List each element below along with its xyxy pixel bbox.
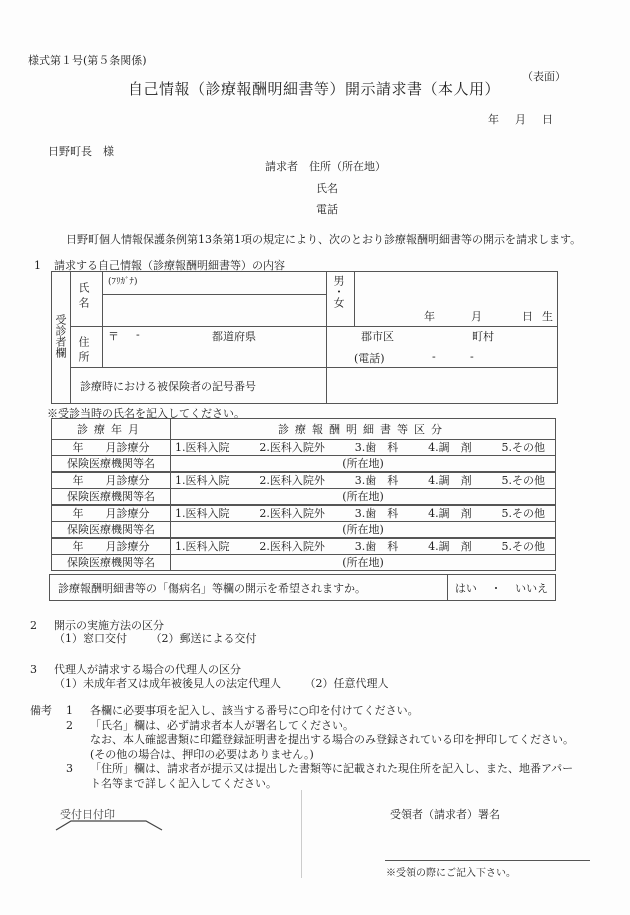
remark-line: 「氏名」欄は、必ず請求者本人が署名してください。 xyxy=(90,718,354,732)
location-field[interactable]: (所在地) xyxy=(171,522,556,539)
furigana-label: (ﾌﾘｶﾞﾅ) xyxy=(108,277,138,287)
divider xyxy=(102,272,103,367)
address-label: 住所 xyxy=(77,336,90,366)
furigana-field[interactable] xyxy=(162,274,322,292)
answer-separator: ・ xyxy=(490,581,502,595)
period-field[interactable]: 年 月診療分 xyxy=(52,440,171,456)
town-label: 町村 xyxy=(472,330,494,343)
category-option[interactable]: 3.歯 科 xyxy=(354,474,399,487)
date-fields[interactable] xyxy=(488,111,569,127)
table-row xyxy=(52,522,556,539)
category-option[interactable]: 4.調 剤 xyxy=(428,540,472,553)
divider xyxy=(354,272,355,326)
patient-side-label: 受診者欄 xyxy=(54,314,67,358)
patient-note: ※受診当時の氏名を記入してください。 xyxy=(47,407,245,420)
date-month: 月 xyxy=(515,113,526,126)
remark-line: (その他の場合は、押印の必要はありません。) xyxy=(90,747,314,761)
divider xyxy=(102,294,326,295)
question-text: 診療報酬明細書等の「傷病名」等欄の開示を希望されますか。 xyxy=(50,575,448,600)
name-label: 氏名 xyxy=(77,282,90,312)
location-field[interactable]: (所在地) xyxy=(171,555,556,571)
category-option[interactable]: 2.医科入院外 xyxy=(259,507,325,520)
birth-year[interactable]: 年 xyxy=(424,310,435,323)
category-option[interactable]: 2.医科入院外 xyxy=(259,441,325,454)
category-option[interactable]: 2.医科入院外 xyxy=(259,540,325,553)
remark-line: ト名等まで詳しく記入してください。 xyxy=(90,776,277,790)
answer-yes[interactable]: はい xyxy=(454,581,477,595)
header-period: 診療年月 xyxy=(52,419,171,440)
birth-month[interactable]: 月 xyxy=(471,310,482,323)
phone-dash-1: - xyxy=(432,350,436,363)
city-label: 郡市区 xyxy=(361,330,394,343)
side-label: （表面） xyxy=(522,70,566,83)
category-option[interactable]: 5.その他 xyxy=(501,441,545,454)
table-row xyxy=(52,489,556,506)
postal-mark: 〒 xyxy=(108,330,119,343)
name-field[interactable] xyxy=(104,296,324,324)
divider xyxy=(70,326,557,327)
requester-phone-label: 電話 xyxy=(316,203,338,216)
phone-dash-2: - xyxy=(470,350,474,363)
table-row xyxy=(52,555,556,571)
institution-label: 保険医療機関等名 xyxy=(52,522,171,539)
section2-heading: 2 開示の実施方法の区分 xyxy=(30,619,164,632)
remarks-label: 備考 xyxy=(30,704,52,717)
category-option[interactable]: 1.医科入院 xyxy=(175,474,230,487)
category-option[interactable]: 4.調 剤 xyxy=(428,507,472,520)
table-header xyxy=(52,419,556,440)
stamp-label: 受付日付印 xyxy=(60,808,115,821)
date-day: 日 xyxy=(542,113,553,126)
agent-option-legal[interactable]: （1）未成年者又は成年被後見人の法定代理人 xyxy=(54,677,281,690)
requester-address-label: 請求者 住所（所在地） xyxy=(265,160,386,173)
insured-number-label: 診療時における被保険者の記号番号 xyxy=(80,380,256,393)
footer-divider xyxy=(301,790,302,878)
institution-label: 保険医療機関等名 xyxy=(52,489,171,506)
intro-text: 日野町個人情報保護条例第13条第1項の規定により、次のとおり診療報酬明細書等の開示を請求します。 xyxy=(66,233,582,246)
category-option[interactable]: 4.調 剤 xyxy=(428,474,472,487)
period-field[interactable]: 年 月診療分 xyxy=(52,538,171,555)
answer-no[interactable]: いいえ xyxy=(515,581,549,595)
remark-line: 各欄に必要事項を記入し、該当する番号に○印を付けてください。 xyxy=(90,704,419,717)
category-option[interactable]: 3.歯 科 xyxy=(354,540,399,553)
divider xyxy=(326,272,327,403)
stamp-frame-icon xyxy=(54,818,166,832)
category-option[interactable]: 5.その他 xyxy=(501,507,545,520)
table-row xyxy=(52,440,556,456)
sex-select[interactable]: 男・女 xyxy=(332,275,345,308)
section1-heading: 1 請求する自己情報（診療報酬明細書等）の内容 xyxy=(34,259,285,272)
insured-number-field[interactable] xyxy=(328,369,556,402)
requester-name-label: 氏名 xyxy=(316,182,338,195)
delivery-option-mail[interactable]: （2）郵送による交付 xyxy=(150,632,257,645)
section3-heading: 3 代理人が請求する場合の代理人の区分 xyxy=(30,663,241,676)
category-option[interactable]: 4.調 剤 xyxy=(428,441,472,454)
delivery-option-counter[interactable]: （1）窓口交付 xyxy=(54,632,127,645)
period-field[interactable]: 年 月診療分 xyxy=(52,505,171,522)
page-title: 自己情報（診療報酬明細書等）開示請求書（本人用） xyxy=(128,80,501,98)
form-number: 様式第１号(第５条関係) xyxy=(28,54,147,67)
category-option[interactable]: 1.医科入院 xyxy=(175,540,230,553)
remark-line: なお、本人確認書類に印鑑登録証明書を提出する場合のみ登録されている印を押印してください。 xyxy=(90,733,574,746)
date-year: 年 xyxy=(488,113,499,126)
remarks: 備考 1 各欄に必要事項を記入し、該当する番号に○印を付けてください。 2 「氏名」欄は、必ず請求者本人が署名してください。 なお、本人確認書類に印鑑登録証明書を提出する場合のみ登録されている印を押印してください。 (その他の場合は、押印の必要はありません。) 3 「住所」欄は、請求者が提示又は提出した書類等に記載された現住所を記入し、また、地番アパー ト名等まで詳しく記入してください。 xyxy=(30,704,574,790)
category-option[interactable]: 2.医科入院外 xyxy=(259,474,325,487)
table-row xyxy=(52,456,556,473)
signature-line xyxy=(385,860,590,861)
signature-field[interactable] xyxy=(385,828,590,858)
table-row xyxy=(52,505,556,522)
detail-table xyxy=(51,418,556,571)
signature-note: ※受領の際にご記入下さい。 xyxy=(386,868,516,879)
phone-label: (電話) xyxy=(354,352,385,365)
section2-options xyxy=(54,630,277,646)
disease-name-question xyxy=(49,574,556,601)
header-category: 診療報酬明細書等区分 xyxy=(171,419,556,440)
birth-suffix: 生 xyxy=(542,310,553,323)
table-row xyxy=(52,538,556,555)
table-row xyxy=(52,472,556,489)
divider xyxy=(70,272,71,403)
answer-options xyxy=(448,580,555,596)
section3-options xyxy=(54,675,409,691)
prefecture-label: 都道府県 xyxy=(212,330,256,343)
location-field[interactable]: (所在地) xyxy=(171,456,556,473)
birth-day[interactable]: 日 xyxy=(522,310,533,323)
remark-line: 「住所」欄は、請求者が提示又は提出した書類等に記載された現住所を記入し、また、地番アパー xyxy=(90,762,574,775)
institution-label: 保険医療機関等名 xyxy=(52,456,171,473)
category-option[interactable]: 3.歯 科 xyxy=(354,441,399,454)
addressee: 日野町長 様 xyxy=(48,145,114,158)
location-field[interactable]: (所在地) xyxy=(171,489,556,506)
category-option[interactable]: 5.その他 xyxy=(501,540,545,553)
category-option[interactable]: 1.医科入院 xyxy=(175,441,230,454)
institution-label: 保険医療機関等名 xyxy=(52,555,171,571)
patient-box xyxy=(51,271,558,404)
category-option[interactable]: 3.歯 科 xyxy=(354,507,399,520)
category-option[interactable]: 5.その他 xyxy=(501,474,545,487)
divider xyxy=(70,367,557,368)
agent-option-voluntary[interactable]: （2）任意代理人 xyxy=(304,677,389,690)
category-option[interactable]: 1.医科入院 xyxy=(175,507,230,520)
signature-label: 受領者（請求者）署名 xyxy=(390,808,500,821)
period-field[interactable]: 年 月診療分 xyxy=(52,472,171,489)
postal-dash: - xyxy=(136,328,140,341)
